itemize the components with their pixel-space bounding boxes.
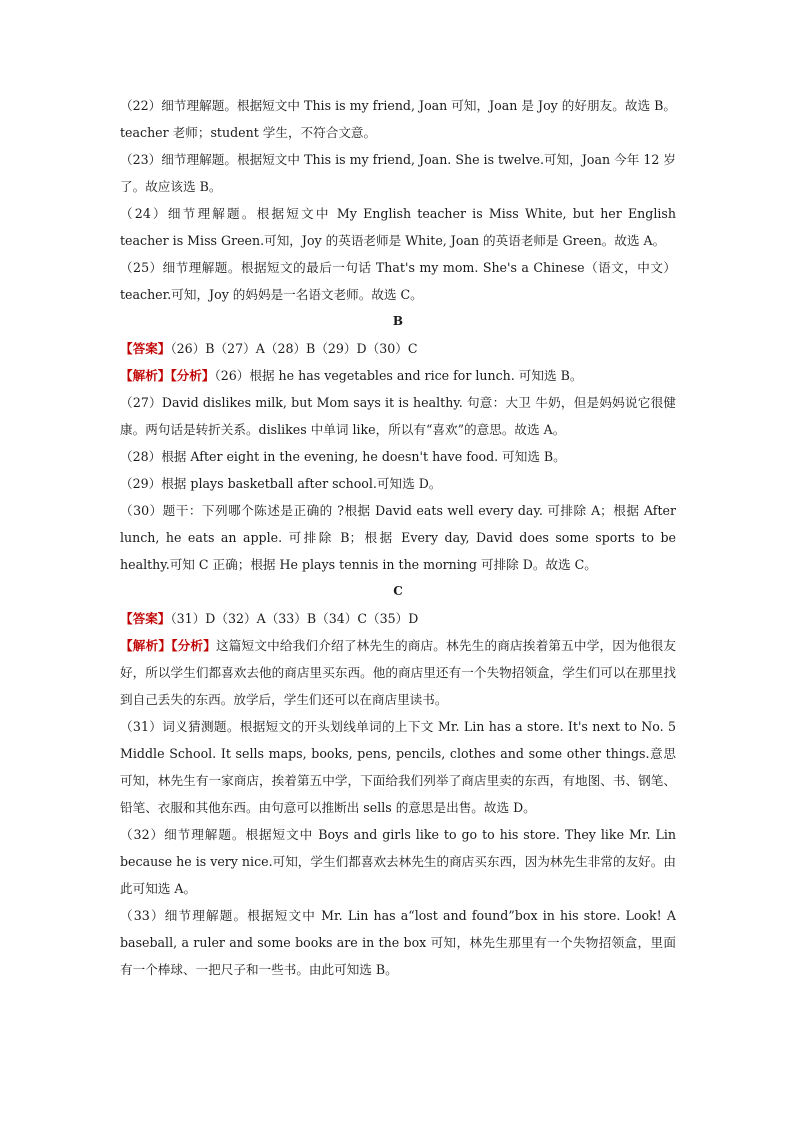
answer-line-c (120, 605, 676, 632)
explanation-33: （33）细节理解题。根据短文中 Mr. Lin has a“lost and found”box in his store. Look! A baseball, a ruler and some books are in the box 可知，林先生那里有一个失物招领盒，里面有一个棒球、一把尺子和一些书。由此可知选 B。 (120, 908, 676, 977)
analysis-label: 【解析】 (120, 638, 172, 653)
fenxi-label: 【分析】 (170, 368, 215, 383)
answer-label: 【答案】 (120, 341, 171, 356)
answer-values-c: （31）D（32）A（33）B（34）C（35）D (170, 611, 419, 626)
explanation-25: （25）细节理解题。根据短文的最后一句话 That's my mom. She's a Chinese（语文，中文）teacher.可知，Joy 的妈妈是一名语文老师。故选 C。 (120, 260, 676, 302)
explanation-27: （27）David dislikes milk, but Mom says it is healthy. 句意：大卫 牛奶，但是妈妈说它很健康。两句话是转折关系。dislikes 中单词 like，所以有“喜欢”的意思。故选 A。 (120, 395, 676, 437)
explanation-31: （31）词义猜测题。根据短文的开头划线单词的上下文 Mr. Lin has a store. It's next to No. 5 Middle School. It sells maps, books, pens, pencils, clothes and some other things.意思可知，林先生有一家商店，挨着第五中学，下面给我们列举了商店里卖的东西，有地图、书、钢笔、铅笔、衣服和其他东西。由句意可以推断出 sells 的意思是出售。故选 D。 (120, 719, 676, 815)
explanation-22: （22）细节理解题。根据短文中 This is my friend, Joan 可知，Joan 是 Joy 的好朋友。故选 B。teacher 老师；student 学生，不符合文意。 (120, 98, 676, 140)
fenxi-label: 【分析】 (171, 638, 216, 653)
section-heading-b: B (392, 314, 404, 328)
explanation-30: （30）题干：下列哪个陈述是正确的 ?根据 David eats well every day. 可排除 A；根据 After lunch, he eats an apple. 可排除 B；根据 Every day, David does some sports to be healthy.可知 C 正确；根据 He plays tennis in the morning 可排除 D。故选 C。 (120, 503, 676, 572)
answer-values-b: （26）B（27）A（28）B（29）D（30）C (170, 341, 418, 356)
passage-summary-c: 这篇短文中给我们介绍了林先生的商店。林先生的商店挨着第五中学，因为他很友好，所以学生们都喜欢去他的商店里买东西。他的商店里还有一个失物招领盒，学生们可以在那里找到自己丢失的东西。放学后，学生们还可以在商店里读书。 (120, 638, 677, 707)
section-heading-c: C (393, 584, 403, 598)
analysis-label: 【解析】 (120, 368, 171, 383)
explanation-32: （32）细节理解题。根据短文中 Boys and girls like to go to his store. They like Mr. Lin because he is very nice.可知，学生们都喜欢去林先生的商店买东西，因为林先生非常的友好。由此可知选 A。 (120, 827, 676, 896)
analysis-line-c (120, 632, 676, 713)
answer-line-b (120, 335, 676, 362)
explanation-26: （26）根据 he has vegetables and rice for lunch. 可知选 B。 (214, 368, 583, 383)
explanation-28: （28）根据 After eight in the evening, he doesn't have food. 可知选 B。 (120, 449, 566, 464)
answer-label: 【答案】 (120, 611, 171, 626)
document-page (120, 92, 676, 983)
explanation-23: （23）细节理解题。根据短文中 This is my friend, Joan. She is twelve.可知，Joan 今年 12 岁了。故应该选 B。 (120, 152, 676, 194)
explanation-29: （29）根据 plays basketball after school.可知选 D。 (120, 476, 442, 491)
explanation-24: （24）细节理解题。根据短文中 My English teacher is Miss White, but her English teacher is Miss Green.可知，Joy 的英语老师是 White, Joan 的英语老师是 Green。故选 A。 (120, 206, 676, 248)
analysis-line-b (120, 362, 676, 389)
